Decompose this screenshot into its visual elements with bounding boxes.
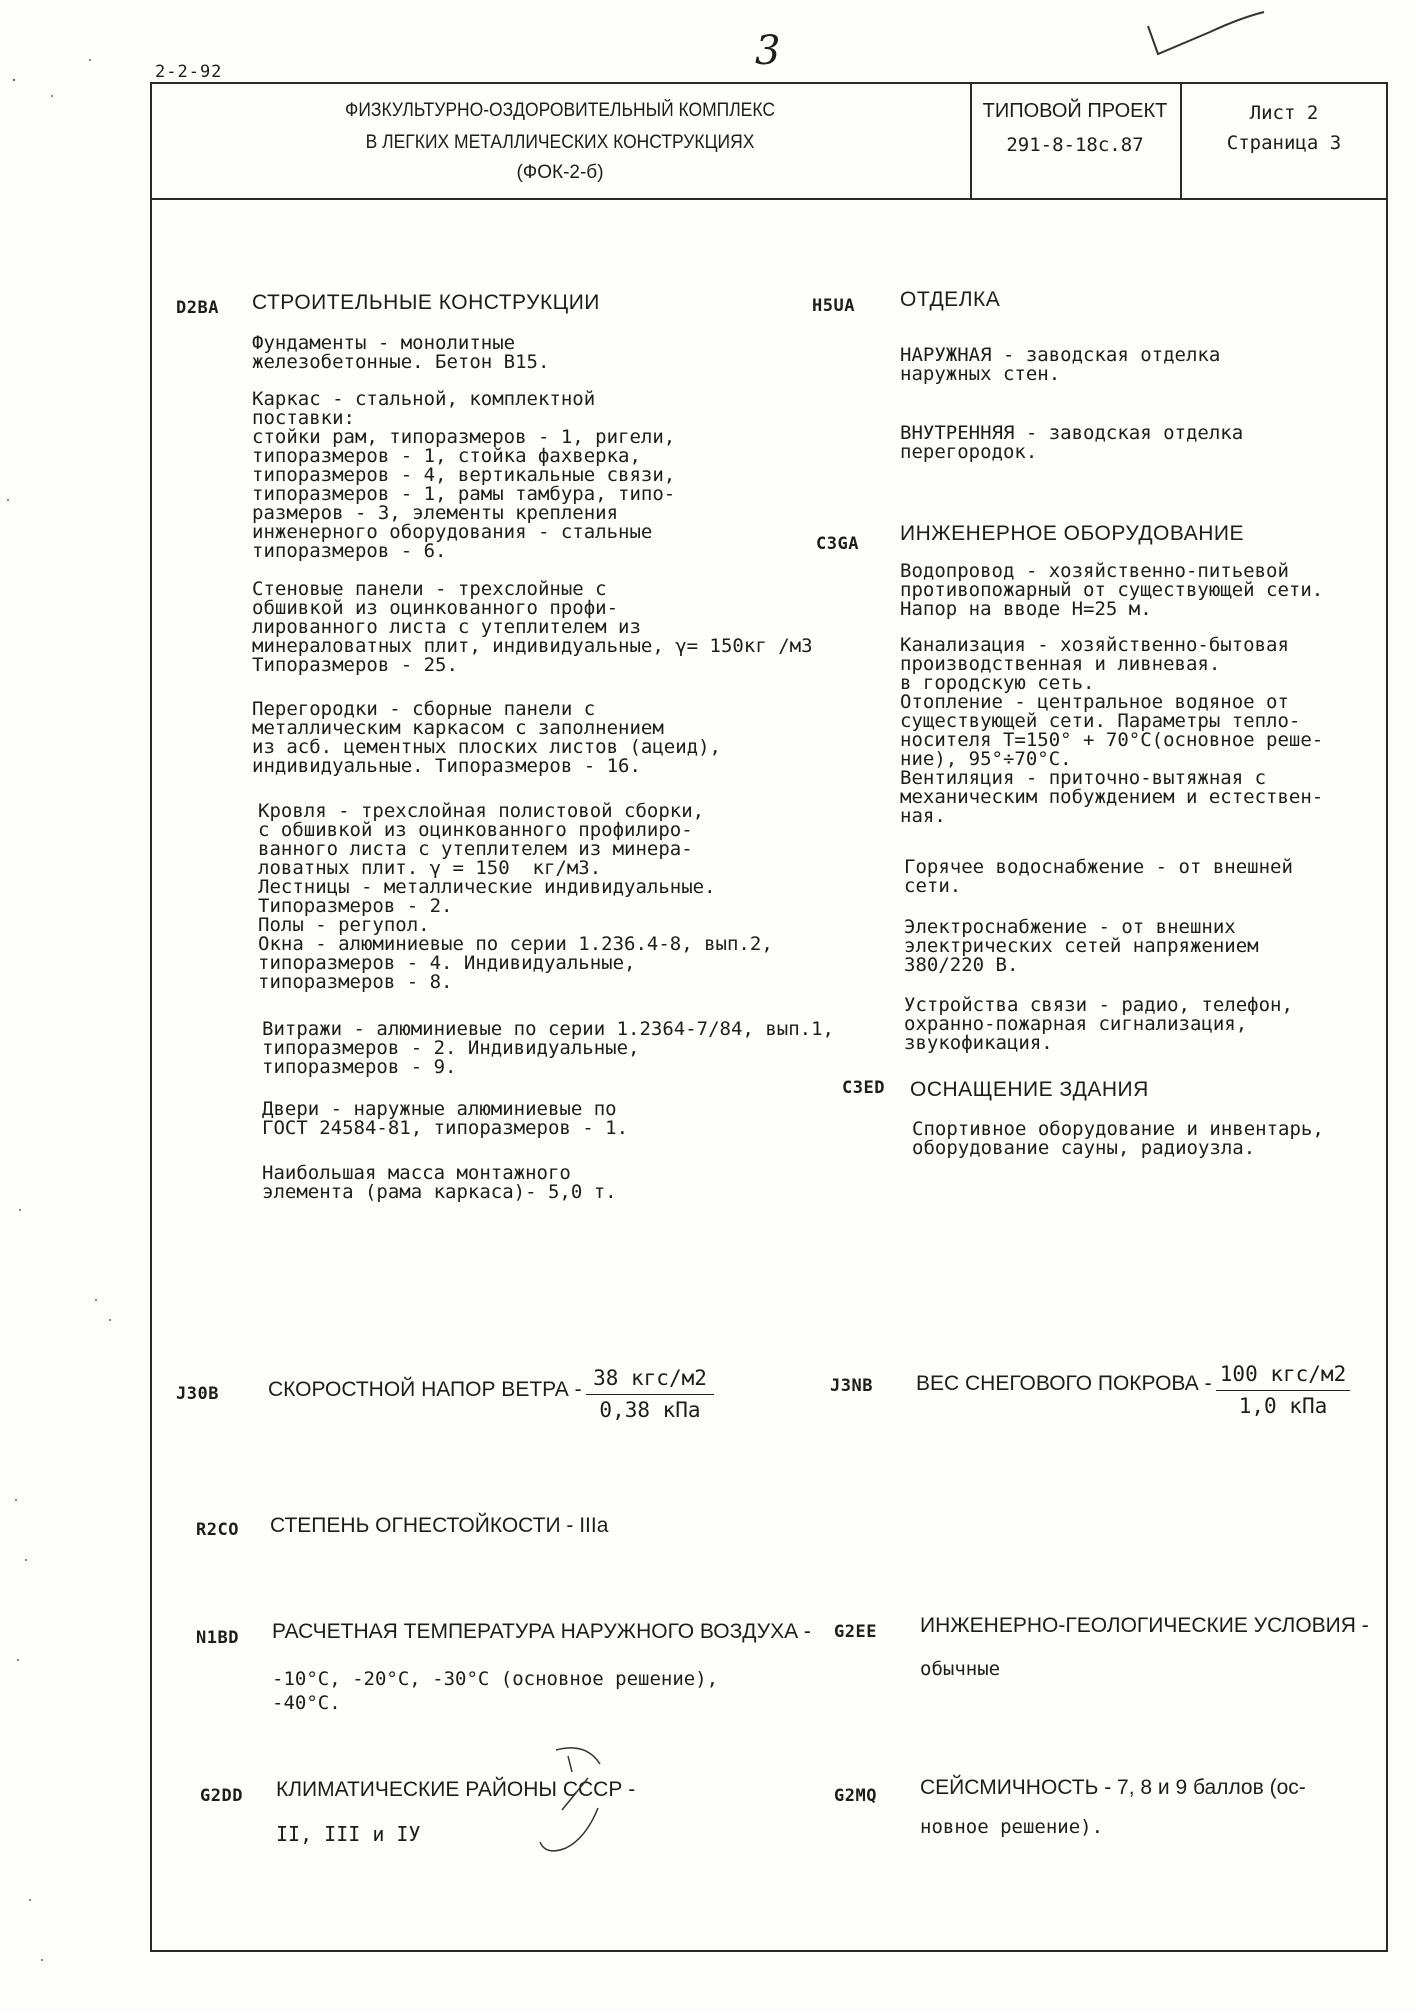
section-code: G2EE	[834, 1622, 877, 1642]
paragraph-finish-exterior: НАРУЖНАЯ - заводская отделка наружных стен.	[900, 344, 1221, 385]
temperature-label: РАСЧЕТНАЯ ТЕМПЕРАТУРА НАРУЖНОГО ВОЗДУХА -	[272, 1620, 811, 1643]
section-code: D2BA	[176, 298, 219, 318]
paragraph-communications: Устройства связи - радио, телефон, охранно-пожарная сигнализация, звукофикация.	[904, 994, 1293, 1054]
geology-value: обычные	[920, 1658, 1001, 1680]
wind-pressure-fraction-line	[586, 1394, 714, 1395]
paragraph-glazing: Витражи - алюминиевые по серии 1.2364-7/84, вып.1, типоразмеров - 2. Индивидуальные, типоразмеров - 9.	[262, 1018, 834, 1078]
handwritten-scribble-icon	[526, 1738, 616, 1868]
scan-specks	[0, 0, 140, 2012]
paragraph-partitions: Перегородки - сборные панели с металлическим каркасом с заполнением из асб. цементных плоских листов (ацеид), индивидуальные. Типоразмеров - 16.	[252, 698, 721, 777]
section-heading: ОТДЕЛКА	[900, 288, 1001, 311]
seismic-label: новное решение).	[920, 1816, 1104, 1838]
paragraph-water-supply: Водопровод - хозяйственно-питьевой противопожарный от существующей сети. Напор на вводе Н=25 м.	[900, 560, 1324, 620]
section-code: R2CO	[196, 1520, 239, 1540]
wind-pressure-numerator: 38 кгс/м2	[593, 1366, 707, 1390]
snow-load-denominator: 1,0 кПа	[1238, 1394, 1328, 1418]
geology-label: ИНЖЕНЕРНО-ГЕОЛОГИЧЕСКИЕ УСЛОВИЯ -	[920, 1614, 1369, 1637]
sheet-number: Лист 2	[1249, 102, 1319, 124]
wind-pressure-denominator: 0,38 кПа	[599, 1398, 701, 1422]
title-line-1: ФИЗКУЛЬТУРНО-ОЗДОРОВИТЕЛЬНЫЙ КОМПЛЕКС	[345, 100, 775, 121]
snow-load-fraction-line	[1216, 1390, 1350, 1391]
paragraph-power: Электроснабжение - от внешних электрических сетей напряжением 380/220 В.	[904, 916, 1259, 976]
wind-pressure-label: СКОРОСТНОЙ НАПОР ВЕТРА -	[268, 1378, 582, 1401]
paragraph-frame: Каркас - стальной, комплектной поставки: стойки рам, типоразмеров - 1, ригели, типоразмеров - 1, стойка фахверка, типоразмеров - 4, вертикальные связи, типоразмеров - 1, рамы тамбура, типо- размеров - 3, элементы крепления инженерного оборудования - стальные типоразмеров - 6.	[252, 388, 676, 562]
paragraph-sewerage-heating: Канализация - хозяйственно-бытовая производственная и ливневая. в городскую сеть. Отопление - центральное водяное от существующей сети. Параметры тепло- носителя T=150° + 70°С(основное реше- ние), 95°÷70°С. Вентиляция - приточно-вытяжная с механическим побуждением и естествен- ная.	[900, 634, 1324, 827]
paragraph-doors: Двери - наружные алюминиевые по ГОСТ 24584-81, типоразмеров - 1.	[262, 1098, 629, 1139]
section-heading: СТРОИТЕЛЬНЫЕ КОНСТРУКЦИИ	[252, 291, 600, 314]
temperature-values: -40°С.	[272, 1692, 341, 1714]
paragraph-equipment: Спортивное оборудование и инвентарь, оборудование сауны, радиоузла.	[912, 1118, 1324, 1159]
section-heading: ИНЖЕНЕРНОЕ ОБОРУДОВАНИЕ	[900, 522, 1244, 545]
section-code: G2DD	[200, 1786, 243, 1806]
section-heading: ОСНАЩЕНИЕ ЗДАНИЯ	[910, 1078, 1149, 1101]
climate-value: II, III и IУ	[276, 1822, 421, 1846]
title-line-3: (ФОК-2-б)	[516, 162, 604, 183]
title-line-2: В ЛЕГКИХ МЕТАЛЛИЧЕСКИХ КОНСТРУКЦИЯХ	[365, 132, 755, 153]
climate-label: КЛИМАТИЧЕСКИЕ РАЙОНЫ СССР -	[276, 1778, 636, 1801]
paragraph-hot-water: Горячее водоснабжение - от внешней сети.	[904, 856, 1293, 897]
paragraph-wall-panels: Стеновые панели - трехслойные с обшивкой из оцинкованного профи- лированного листа с утеплителем из минераловатных плит, индивидуальные, γ= 150кг /м3 Типоразмеров - 25.	[252, 578, 813, 676]
check-mark-icon	[1140, 4, 1270, 60]
page-number: Страница 3	[1226, 132, 1342, 154]
section-code: N1BD	[196, 1628, 239, 1648]
snow-load-label: ВЕС СНЕГОВОГО ПОКРОВА -	[916, 1372, 1212, 1395]
page-mark: 3	[755, 28, 781, 74]
paragraph-finish-interior: ВНУТРЕННЯЯ - заводская отделка перегородок.	[900, 422, 1244, 463]
temperature-values: -10°С, -20°С, -30°С (основное решение),	[272, 1668, 719, 1690]
snow-load-numerator: 100 кгс/м2	[1219, 1362, 1347, 1386]
date-stamp: 2-2-92	[155, 62, 223, 82]
project-label: ТИПОВОЙ ПРОЕКТ	[982, 100, 1168, 122]
section-code: J3NB	[830, 1376, 873, 1396]
seismic-label: СЕЙСМИЧНОСТЬ - 7, 8 и 9 баллов (ос-	[920, 1776, 1306, 1799]
paragraph-foundations: Фундаменты - монолитные железобетонные. Бетон В15.	[252, 332, 550, 373]
paragraph-roof: Кровля - трехслойная полистовой сборки, с обшивкой из оцинкованного профилиро- ванного листа с утеплителем из минера- ловатных плит. γ = 150 кг/м3. Лестницы - металлические индивидуальные. Типоразмеров - 2. Полы - регупол. Окна - алюминиевые по серии 1.236.4-8, вып.2, типоразмеров - 4. Индивидуальные, типоразмеров - 8.	[258, 800, 773, 993]
section-code: C3ED	[842, 1078, 885, 1098]
paragraph-max-mass: Наибольшая масса монтажного элемента (рама каркаса)- 5,0 т.	[262, 1162, 617, 1203]
section-code: G2MQ	[834, 1786, 877, 1806]
section-code: C3GA	[816, 534, 859, 554]
section-code: H5UA	[812, 296, 855, 316]
fire-resistance-label: СТЕПЕНЬ ОГНЕСТОЙКОСТИ - IIIа	[270, 1514, 609, 1537]
section-code: J30B	[176, 1384, 219, 1404]
project-number: 291-8-18с.87	[1006, 134, 1144, 156]
